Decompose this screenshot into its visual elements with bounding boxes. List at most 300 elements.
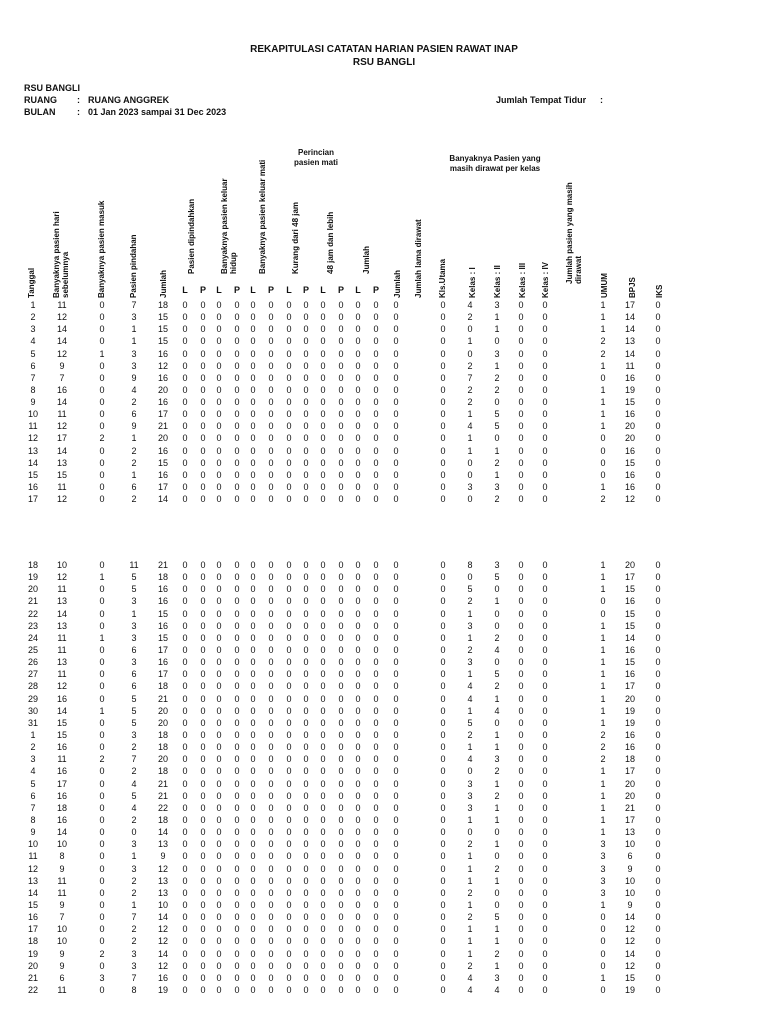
cell-zero: 0 bbox=[286, 681, 292, 692]
cell-zero: 0 bbox=[216, 620, 222, 631]
cell-zero: 0 bbox=[200, 645, 206, 655]
cell-kelas1: 1 bbox=[467, 814, 473, 825]
col-jumlah2: Jumlah bbox=[393, 269, 402, 298]
cell-zero: 0 bbox=[393, 972, 399, 983]
beds-colon: : bbox=[600, 95, 603, 105]
cell-zero: 0 bbox=[234, 572, 240, 583]
cell-zero: 0 bbox=[355, 457, 361, 468]
cell-zero: 0 bbox=[355, 645, 361, 655]
cell-kelas1: 1 bbox=[467, 742, 473, 753]
cell-umum: 0 bbox=[600, 372, 606, 383]
cell-bpjs: 11 bbox=[625, 360, 635, 371]
cell-hari-sebelumnya: 14 bbox=[56, 336, 67, 347]
cell-zero: 0 bbox=[542, 300, 548, 310]
cell-kelas3: 0 bbox=[518, 887, 524, 898]
cell-zero: 0 bbox=[200, 924, 206, 935]
cell-zero: 0 bbox=[200, 312, 206, 323]
cell-kls-utama: 0 bbox=[440, 445, 446, 456]
cell-zero: 0 bbox=[234, 482, 240, 492]
cell-kls-utama: 0 bbox=[440, 827, 446, 838]
cell-zero: 0 bbox=[373, 681, 379, 692]
cell-zero: 0 bbox=[182, 494, 188, 505]
cell-tanggal: 26 bbox=[27, 657, 38, 668]
cell-zero: 0 bbox=[234, 409, 240, 420]
cell-bpjs: 10 bbox=[624, 887, 635, 898]
cell-masuk: 0 bbox=[99, 814, 105, 825]
table-row bbox=[0, 446, 768, 459]
cell-jumlah: 18 bbox=[157, 300, 168, 310]
cell-kelas1: 1 bbox=[467, 433, 473, 444]
cell-jumlah: 18 bbox=[157, 814, 168, 825]
cell-bpjs: 12 bbox=[624, 936, 635, 947]
cell-zero: 0 bbox=[303, 445, 309, 456]
cell-hari-sebelumnya: 13 bbox=[56, 620, 67, 631]
cell-zero: 0 bbox=[182, 875, 188, 886]
col-lebih48: 48 jam dan lebih bbox=[326, 211, 335, 274]
cell-umum: 2 bbox=[600, 754, 606, 765]
cell-zero: 0 bbox=[320, 742, 326, 753]
cell-zero: 0 bbox=[286, 372, 292, 383]
cell-zero: 0 bbox=[250, 469, 256, 480]
cell-zero: 0 bbox=[393, 348, 399, 359]
cell-zero: 0 bbox=[320, 681, 326, 692]
cell-kelas3: 0 bbox=[518, 324, 524, 335]
cell-masuk: 0 bbox=[99, 384, 105, 395]
col-tanggal: Tanggal bbox=[27, 267, 36, 298]
cell-zero: 0 bbox=[393, 669, 399, 680]
cell-zero: 0 bbox=[393, 409, 399, 420]
cell-zero: 0 bbox=[303, 972, 309, 983]
cell-zero: 0 bbox=[250, 802, 256, 813]
cell-tanggal: 1 bbox=[30, 730, 36, 740]
cell-kelas3: 0 bbox=[518, 372, 524, 383]
cell-zero: 0 bbox=[216, 457, 222, 468]
cell-kelas2: 1 bbox=[494, 960, 500, 971]
cell-zero: 0 bbox=[234, 705, 240, 716]
cell-iks: 0 bbox=[655, 572, 661, 583]
cell-kelas3: 0 bbox=[518, 348, 524, 359]
cell-hari-sebelumnya: 18 bbox=[56, 802, 67, 813]
cell-kls-utama: 0 bbox=[440, 693, 446, 704]
cell-zero: 0 bbox=[286, 445, 292, 456]
cell-zero: 0 bbox=[338, 960, 344, 971]
cell-zero: 0 bbox=[303, 608, 309, 619]
cell-zero: 0 bbox=[182, 851, 188, 862]
table-row bbox=[0, 458, 768, 471]
cell-zero: 0 bbox=[268, 409, 274, 420]
cell-zero: 0 bbox=[373, 948, 379, 959]
cell-zero: 0 bbox=[216, 742, 222, 753]
cell-zero: 0 bbox=[182, 620, 188, 631]
cell-zero: 0 bbox=[303, 693, 309, 704]
cell-zero: 0 bbox=[234, 632, 240, 643]
cell-zero: 0 bbox=[216, 887, 222, 898]
cell-zero: 0 bbox=[286, 827, 292, 838]
cell-jumlah: 22 bbox=[157, 802, 168, 813]
cell-umum: 1 bbox=[600, 584, 606, 595]
cell-bpjs: 12 bbox=[624, 960, 635, 971]
cell-kelas2: 5 bbox=[494, 409, 500, 420]
cell-zero: 0 bbox=[338, 632, 344, 643]
cell-zero: 0 bbox=[393, 336, 399, 347]
cell-masuk: 0 bbox=[99, 584, 105, 595]
cell-zero: 0 bbox=[393, 766, 399, 777]
cell-pindahan: 1 bbox=[131, 899, 137, 910]
cell-zero: 0 bbox=[250, 778, 256, 789]
cell-zero: 0 bbox=[182, 397, 188, 407]
cell-tanggal: 11 bbox=[28, 421, 38, 432]
cell-zero: 0 bbox=[355, 948, 361, 959]
cell-zero: 0 bbox=[373, 912, 379, 923]
cell-zero: 0 bbox=[338, 972, 344, 983]
cell-zero: 0 bbox=[393, 657, 399, 668]
cell-kelas3: 0 bbox=[518, 584, 524, 595]
cell-iks: 0 bbox=[655, 300, 661, 310]
cell-zero: 0 bbox=[216, 827, 222, 838]
cell-bpjs: 15 bbox=[624, 397, 635, 407]
table-row bbox=[0, 827, 768, 840]
cell-zero: 0 bbox=[268, 584, 274, 595]
cell-zero: 0 bbox=[303, 433, 309, 444]
cell-kelas3: 0 bbox=[518, 645, 524, 655]
cell-tanggal: 6 bbox=[30, 790, 36, 801]
col-keluar-mati: Banyaknya pasien keluar mati bbox=[258, 159, 267, 274]
cell-zero: 0 bbox=[182, 912, 188, 923]
cell-kelas2: 1 bbox=[494, 924, 500, 935]
cell-jumlah: 17 bbox=[157, 482, 168, 492]
cell-hari-sebelumnya: 11 bbox=[57, 875, 67, 886]
cell-zero: 0 bbox=[542, 730, 548, 740]
cell-zero: 0 bbox=[542, 863, 548, 874]
cell-zero: 0 bbox=[355, 312, 361, 323]
cell-masuk: 1 bbox=[99, 348, 105, 359]
cell-zero: 0 bbox=[182, 717, 188, 728]
cell-kls-utama: 0 bbox=[440, 469, 446, 480]
cell-bpjs: 14 bbox=[624, 324, 635, 335]
cell-kls-utama: 0 bbox=[440, 717, 446, 728]
cell-zero: 0 bbox=[355, 814, 361, 825]
cell-jumlah: 20 bbox=[157, 717, 168, 728]
cell-zero: 0 bbox=[286, 324, 292, 335]
cell-kelas2: 4 bbox=[494, 645, 500, 655]
cell-zero: 0 bbox=[182, 984, 188, 995]
cell-kelas2: 0 bbox=[494, 336, 500, 347]
cell-pindahan: 3 bbox=[131, 632, 137, 643]
cell-zero: 0 bbox=[393, 984, 399, 995]
cell-kelas2: 2 bbox=[494, 766, 500, 777]
cell-iks: 0 bbox=[655, 632, 661, 643]
cell-zero: 0 bbox=[542, 778, 548, 789]
hospital-name: RSU BANGLI bbox=[24, 83, 80, 93]
cell-kelas1: 2 bbox=[467, 397, 473, 407]
cell-tanggal: 18 bbox=[27, 560, 38, 570]
cell-masuk: 0 bbox=[99, 336, 105, 347]
cell-masuk: 0 bbox=[99, 681, 105, 692]
cell-zero: 0 bbox=[373, 469, 379, 480]
cell-jumlah: 19 bbox=[157, 984, 168, 995]
cell-bpjs: 17 bbox=[624, 572, 635, 583]
cell-jumlah: 10 bbox=[157, 899, 168, 910]
cell-zero: 0 bbox=[268, 705, 274, 716]
cell-kls-utama: 0 bbox=[440, 948, 446, 959]
cell-iks: 0 bbox=[655, 766, 661, 777]
cell-zero: 0 bbox=[320, 875, 326, 886]
cell-kelas1: 7 bbox=[467, 372, 473, 383]
cell-zero: 0 bbox=[355, 632, 361, 643]
cell-umum: 1 bbox=[600, 620, 606, 631]
cell-zero: 0 bbox=[286, 300, 292, 310]
cell-iks: 0 bbox=[655, 754, 661, 765]
cell-zero: 0 bbox=[182, 421, 188, 432]
cell-zero: 0 bbox=[200, 584, 206, 595]
cell-zero: 0 bbox=[250, 445, 256, 456]
cell-pindahan: 6 bbox=[131, 669, 137, 680]
cell-jumlah: 18 bbox=[157, 572, 168, 583]
cell-jumlah: 20 bbox=[157, 754, 168, 765]
cell-bpjs: 16 bbox=[624, 645, 635, 655]
cell-zero: 0 bbox=[182, 790, 188, 801]
cell-zero: 0 bbox=[234, 912, 240, 923]
cell-iks: 0 bbox=[655, 469, 661, 480]
cell-zero: 0 bbox=[355, 469, 361, 480]
cell-zero: 0 bbox=[286, 875, 292, 886]
table-row bbox=[0, 421, 768, 434]
cell-iks: 0 bbox=[655, 778, 661, 789]
cell-bpjs: 14 bbox=[624, 632, 635, 643]
cell-kelas2: 0 bbox=[494, 899, 500, 910]
cell-pindahan: 2 bbox=[131, 397, 137, 407]
cell-umum: 1 bbox=[600, 766, 606, 777]
cell-kelas2: 2 bbox=[494, 790, 500, 801]
cell-zero: 0 bbox=[250, 457, 256, 468]
cell-zero: 0 bbox=[200, 717, 206, 728]
cell-zero: 0 bbox=[200, 620, 206, 631]
cell-zero: 0 bbox=[268, 827, 274, 838]
col-kelas3: Kelas : III bbox=[518, 262, 527, 298]
cell-tanggal: 23 bbox=[27, 620, 38, 631]
cell-zero: 0 bbox=[250, 899, 256, 910]
cell-bpjs: 16 bbox=[624, 742, 635, 753]
cell-zero: 0 bbox=[268, 681, 274, 692]
cell-masuk: 0 bbox=[99, 457, 105, 468]
cell-zero: 0 bbox=[320, 360, 326, 371]
cell-zero: 0 bbox=[320, 766, 326, 777]
cell-pindahan: 6 bbox=[131, 681, 137, 692]
cell-zero: 0 bbox=[320, 887, 326, 898]
cell-zero: 0 bbox=[216, 936, 222, 947]
cell-zero: 0 bbox=[200, 778, 206, 789]
cell-kelas3: 0 bbox=[518, 984, 524, 995]
cell-zero: 0 bbox=[200, 445, 206, 456]
cell-masuk: 1 bbox=[99, 572, 105, 583]
l-subheader: L bbox=[355, 285, 361, 295]
cell-umum: 2 bbox=[600, 348, 606, 359]
cell-tanggal: 18 bbox=[27, 936, 38, 947]
cell-zero: 0 bbox=[338, 469, 344, 480]
cell-iks: 0 bbox=[655, 875, 661, 886]
col-keluar-hidup: Banyaknya pasien keluar hidup bbox=[220, 178, 238, 274]
cell-zero: 0 bbox=[234, 766, 240, 777]
cell-iks: 0 bbox=[655, 851, 661, 862]
cell-iks: 0 bbox=[655, 645, 661, 655]
cell-zero: 0 bbox=[373, 802, 379, 813]
cell-umum: 1 bbox=[600, 669, 606, 680]
cell-zero: 0 bbox=[373, 875, 379, 886]
cell-zero: 0 bbox=[373, 705, 379, 716]
cell-zero: 0 bbox=[303, 360, 309, 371]
cell-bpjs: 20 bbox=[624, 790, 635, 801]
cell-bpjs: 20 bbox=[624, 433, 635, 444]
cell-zero: 0 bbox=[234, 875, 240, 886]
cell-pindahan: 2 bbox=[131, 887, 137, 898]
cell-zero: 0 bbox=[250, 887, 256, 898]
cell-zero: 0 bbox=[250, 433, 256, 444]
table-row bbox=[0, 669, 768, 682]
cell-zero: 0 bbox=[250, 409, 256, 420]
cell-zero: 0 bbox=[355, 372, 361, 383]
cell-jumlah: 15 bbox=[157, 324, 168, 335]
cell-zero: 0 bbox=[373, 924, 379, 935]
cell-kelas1: 1 bbox=[467, 948, 473, 959]
cell-umum: 1 bbox=[600, 827, 606, 838]
cell-kelas2: 0 bbox=[494, 433, 500, 444]
cell-kls-utama: 0 bbox=[440, 433, 446, 444]
cell-zero: 0 bbox=[216, 802, 222, 813]
cell-kls-utama: 0 bbox=[440, 887, 446, 898]
cell-masuk: 0 bbox=[99, 912, 105, 923]
cell-zero: 0 bbox=[234, 494, 240, 505]
cell-zero: 0 bbox=[373, 790, 379, 801]
cell-hari-sebelumnya: 8 bbox=[59, 851, 65, 862]
cell-kelas3: 0 bbox=[518, 936, 524, 947]
cell-zero: 0 bbox=[320, 324, 326, 335]
cell-zero: 0 bbox=[216, 348, 222, 359]
cell-umum: 1 bbox=[600, 705, 606, 716]
cell-zero: 0 bbox=[200, 397, 206, 407]
table-row bbox=[0, 815, 768, 828]
cell-zero: 0 bbox=[250, 596, 256, 607]
cell-iks: 0 bbox=[655, 596, 661, 607]
cell-masuk: 0 bbox=[99, 469, 105, 480]
col-kelas2: Kelas : II bbox=[493, 265, 502, 298]
cell-kls-utama: 0 bbox=[440, 632, 446, 643]
cell-zero: 0 bbox=[542, 572, 548, 583]
cell-zero: 0 bbox=[200, 348, 206, 359]
cell-zero: 0 bbox=[355, 730, 361, 740]
cell-kelas3: 0 bbox=[518, 445, 524, 456]
cell-zero: 0 bbox=[268, 754, 274, 765]
table-row bbox=[0, 657, 768, 670]
cell-zero: 0 bbox=[338, 754, 344, 765]
cell-jumlah: 13 bbox=[157, 875, 168, 886]
cell-kelas2: 2 bbox=[494, 632, 500, 643]
table-row bbox=[0, 409, 768, 422]
cell-umum: 0 bbox=[600, 457, 606, 468]
cell-kelas2: 0 bbox=[494, 584, 500, 595]
cell-zero: 0 bbox=[216, 875, 222, 886]
cell-zero: 0 bbox=[303, 584, 309, 595]
cell-zero: 0 bbox=[250, 742, 256, 753]
cell-zero: 0 bbox=[393, 457, 399, 468]
cell-pindahan: 6 bbox=[131, 482, 137, 492]
cell-zero: 0 bbox=[542, 348, 548, 359]
cell-zero: 0 bbox=[234, 300, 240, 310]
cell-zero: 0 bbox=[373, 814, 379, 825]
cell-pindahan: 0 bbox=[131, 827, 137, 838]
cell-zero: 0 bbox=[303, 632, 309, 643]
cell-zero: 0 bbox=[250, 936, 256, 947]
cell-kelas3: 0 bbox=[518, 814, 524, 825]
cell-zero: 0 bbox=[393, 693, 399, 704]
cell-zero: 0 bbox=[234, 445, 240, 456]
cell-zero: 0 bbox=[542, 397, 548, 407]
cell-zero: 0 bbox=[393, 584, 399, 595]
cell-kelas3: 0 bbox=[518, 360, 524, 371]
cell-bpjs: 14 bbox=[624, 948, 635, 959]
cell-pindahan: 8 bbox=[131, 984, 137, 995]
cell-hari-sebelumnya: 16 bbox=[56, 693, 67, 704]
cell-iks: 0 bbox=[655, 608, 661, 619]
cell-zero: 0 bbox=[373, 572, 379, 583]
cell-zero: 0 bbox=[200, 657, 206, 668]
cell-zero: 0 bbox=[303, 827, 309, 838]
cell-tanggal: 21 bbox=[27, 972, 38, 983]
cell-zero: 0 bbox=[250, 620, 256, 631]
cell-kelas3: 0 bbox=[518, 657, 524, 668]
cell-umum: 3 bbox=[600, 851, 606, 862]
cell-zero: 0 bbox=[393, 960, 399, 971]
cell-bpjs: 17 bbox=[624, 766, 635, 777]
cell-zero: 0 bbox=[373, 348, 379, 359]
cell-zero: 0 bbox=[250, 494, 256, 505]
cell-zero: 0 bbox=[303, 397, 309, 407]
cell-tanggal: 4 bbox=[30, 336, 36, 347]
cell-zero: 0 bbox=[338, 433, 344, 444]
cell-kelas2: 1 bbox=[494, 802, 500, 813]
cell-kls-utama: 0 bbox=[440, 984, 446, 995]
cell-zero: 0 bbox=[182, 445, 188, 456]
cell-kelas1: 1 bbox=[467, 851, 473, 862]
cell-zero: 0 bbox=[234, 372, 240, 383]
cell-jumlah: 18 bbox=[157, 730, 168, 740]
cell-zero: 0 bbox=[286, 657, 292, 668]
cell-zero: 0 bbox=[268, 457, 274, 468]
cell-masuk: 0 bbox=[99, 802, 105, 813]
cell-zero: 0 bbox=[268, 360, 274, 371]
cell-zero: 0 bbox=[373, 608, 379, 619]
cell-kelas3: 0 bbox=[518, 457, 524, 468]
cell-kelas2: 5 bbox=[494, 912, 500, 923]
cell-zero: 0 bbox=[338, 596, 344, 607]
cell-zero: 0 bbox=[182, 657, 188, 668]
cell-umum: 1 bbox=[600, 693, 606, 704]
cell-kelas2: 5 bbox=[494, 572, 500, 583]
cell-zero: 0 bbox=[268, 693, 274, 704]
cell-zero: 0 bbox=[393, 936, 399, 947]
cell-zero: 0 bbox=[250, 336, 256, 347]
cell-zero: 0 bbox=[320, 717, 326, 728]
cell-bpjs: 16 bbox=[624, 409, 635, 420]
cell-bpjs: 20 bbox=[624, 421, 635, 432]
cell-zero: 0 bbox=[234, 360, 240, 371]
cell-zero: 0 bbox=[393, 790, 399, 801]
cell-zero: 0 bbox=[373, 827, 379, 838]
cell-zero: 0 bbox=[286, 457, 292, 468]
p-subheader: P bbox=[372, 285, 379, 295]
cell-umum: 1 bbox=[600, 790, 606, 801]
cell-hari-sebelumnya: 9 bbox=[59, 948, 65, 959]
cell-hari-sebelumnya: 14 bbox=[56, 827, 67, 838]
